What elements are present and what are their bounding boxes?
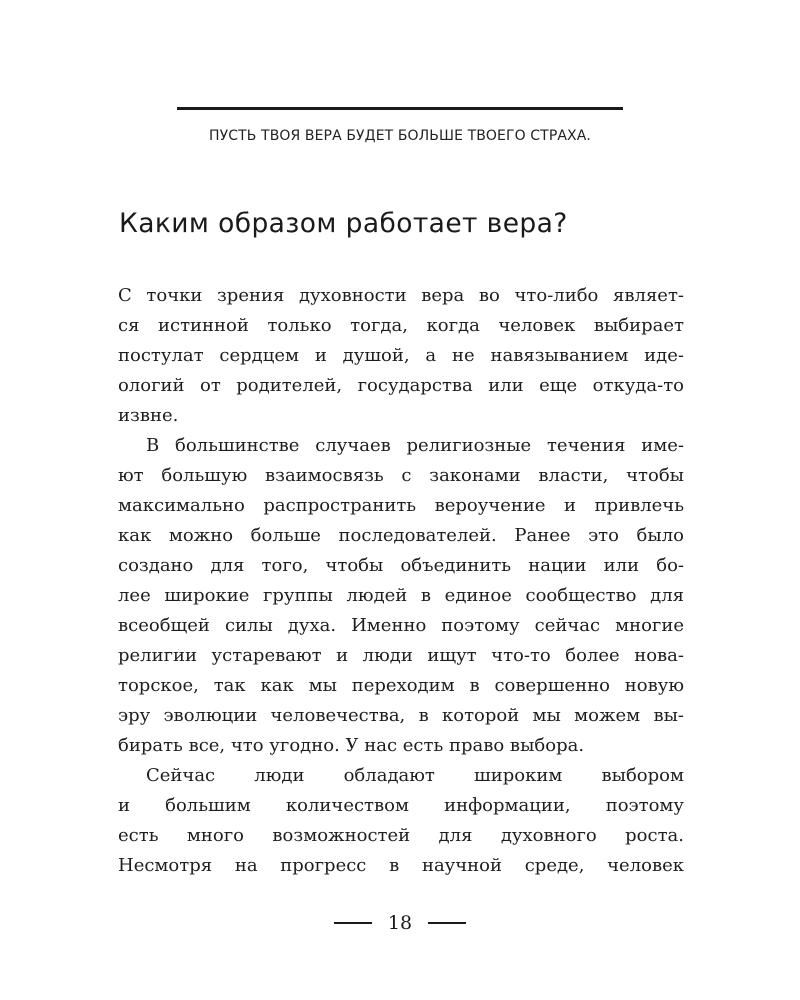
text-line: есть много возможностей для духовного роста. [118, 825, 684, 846]
text-line: ют большую взаимосвязь с законами власти, чтобы [118, 465, 684, 486]
text-line: и большим количеством информации, поэтому [118, 795, 684, 816]
text-line: как можно больше последователей. Ранее это было [118, 525, 684, 546]
text-line: бирать все, что угодно. У нас есть право выбора. [118, 735, 585, 756]
text-line: религии устаревают и люди ищут что-то более нова- [118, 645, 684, 666]
page-number: 18 [387, 912, 413, 934]
running-head: ПУСТЬ ТВОЯ ВЕРА БУДЕТ БОЛЬШЕ ТВОЕГО СТРАХА. [209, 128, 591, 144]
text-line: постулат сердцем и душой, а не навязыванием иде- [118, 345, 684, 366]
body-text [118, 281, 684, 881]
text-line: извне. [118, 405, 179, 426]
footer-dash-left [334, 922, 372, 924]
text-line: Несмотря на прогресс в научной среде, человек [118, 855, 684, 876]
text-line: С точки зрения духовности вера во что-либо являет- [118, 285, 684, 306]
header-rule [177, 107, 623, 110]
text-line: ся истинной только тогда, когда человек выбирает [118, 315, 684, 336]
text-line: лее широкие группы людей в единое сообщество для [118, 585, 684, 606]
text-line: торское, так как мы переходим в совершенно новую [118, 675, 684, 696]
text-line: Сейчас люди обладают широким выбором [146, 765, 684, 786]
page-footer [0, 908, 800, 938]
chapter-title: Каким образом работает вера? [119, 208, 568, 239]
text-line: создано для того, чтобы объединить нации или бо- [118, 555, 684, 576]
text-line: всеобщей силы духа. Именно поэтому сейчас многие [118, 615, 684, 636]
text-line: ологий от родителей, государства или еще откуда-то [118, 375, 684, 396]
text-line: максимально распространить вероучение и привлечь [118, 495, 684, 516]
text-line: В большинстве случаев религиозные течения име- [146, 435, 684, 456]
footer-dash-right [428, 922, 466, 924]
text-line: эру эволюции человечества, в которой мы можем вы- [118, 705, 684, 726]
